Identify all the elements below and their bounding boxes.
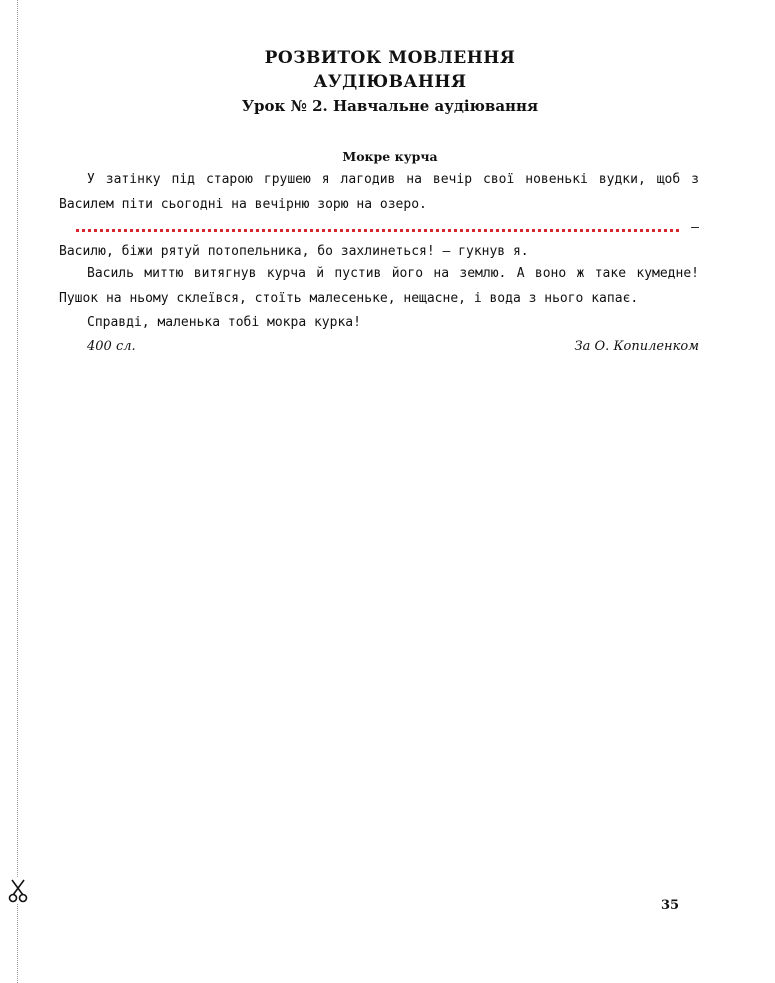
section-subtitle: АУДІЮВАННЯ [313, 72, 467, 92]
section-title: РОЗВИТОК МОВЛЕННЯ [264, 48, 516, 68]
paragraph: Василю, біжи рятуй потопельника, бо захлинеться! — гукнув я. [59, 244, 529, 259]
paragraph: Справді, маленька тобі мокра курка! [87, 315, 361, 330]
omission-line [59, 218, 699, 238]
lesson-title: Урок № 2. Навчальне аудіювання [241, 97, 539, 115]
page-number: 35 [660, 898, 680, 913]
cut-line [17, 0, 18, 983]
paragraph: Василь миттю витягнув курча й пустив його на землю. А воно ж таке кумедне! Пушок на ньому склеївся, стоїть малесеньке, нещасне, і вода з нього капає. [59, 266, 699, 306]
story-title: Мокре курча [342, 149, 438, 164]
scissors-icon [8, 878, 28, 904]
dialogue-dash: — [691, 220, 699, 235]
paragraph: У затінку під старою грушею я лагодив на вечір свої новенькі вудки, щоб з Василем піти сьогодні на вечірню зорю на озеро. [59, 172, 699, 212]
word-count: 400 сл. [87, 339, 136, 354]
attribution: За О. Копиленком [574, 339, 699, 354]
red-dotted-line [76, 229, 679, 232]
